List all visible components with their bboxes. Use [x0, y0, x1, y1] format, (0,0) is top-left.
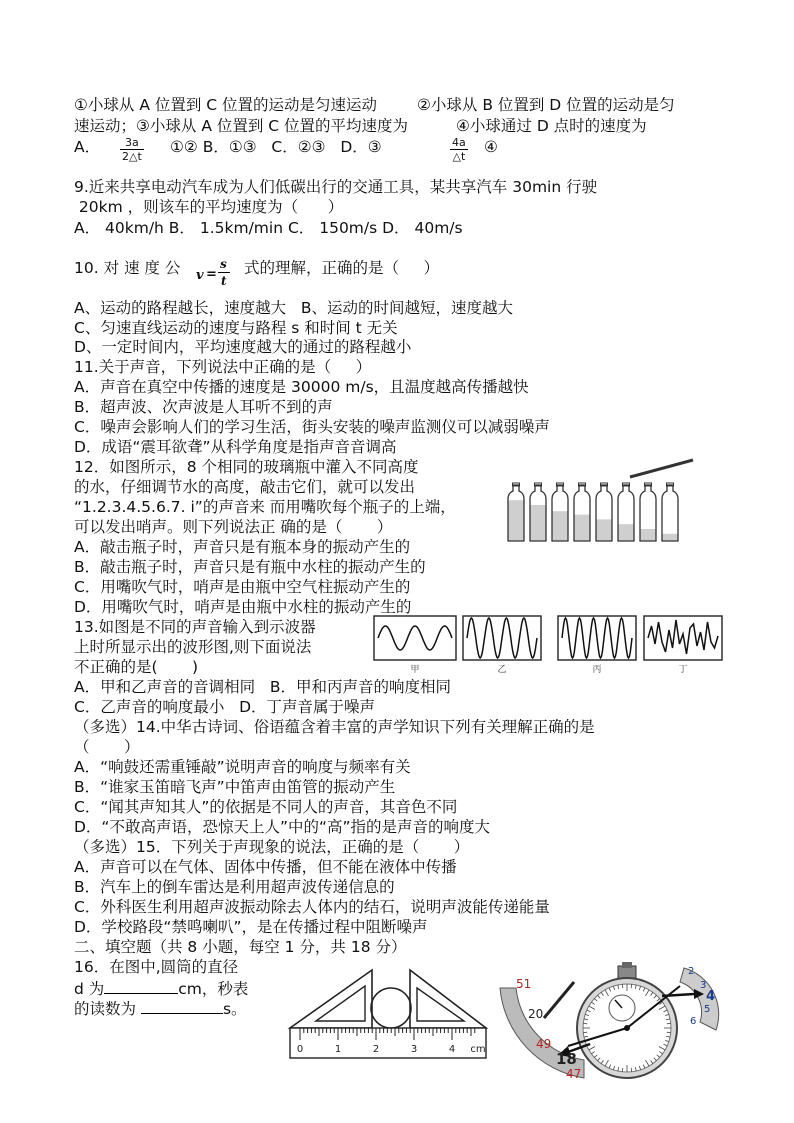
cylinder — [371, 988, 411, 1028]
q14-option-a: A．“响鼓还需重锤敲”说明声音的响度与频率有关 — [74, 758, 411, 776]
minute-scale-label: 47 — [566, 1067, 582, 1080]
ruler-tick-label: 1 — [334, 1044, 342, 1055]
q10-stem-b: 式的理解，正确的是（ ） — [244, 259, 440, 277]
q12-option-d: D．用嘴吹气时，哨声是由瓶中水柱的振动产生的 — [74, 598, 412, 616]
waveforms-figure — [372, 614, 724, 676]
q12-option-a: A．敲击瓶子时，声音只是有瓶本身的振动产生的 — [74, 538, 411, 556]
q15-stem: （多选）15．下列关于声现象的说法，正确的是（ ） — [74, 838, 470, 856]
q14-stem-line1: （多选）14.中华古诗词、俗语蕴含着丰富的声学知识下列有关理解正确的是 — [74, 718, 595, 736]
minute-scale-label: 49 — [536, 1037, 552, 1051]
second-scale-label: 4 — [706, 989, 716, 1004]
waveform-panel — [374, 616, 456, 660]
q15-option-b: B．汽车上的倒车雷达是利用超声波传递信息的 — [74, 878, 395, 896]
second-scale-label: 5 — [704, 1004, 711, 1015]
q10-stem-a: 10. 对 速 度 公 — [74, 259, 181, 277]
q14-stem-line2: （ ） — [74, 738, 140, 756]
q12-option-b: B．敲击瓶子时，声音只是有瓶中水柱的振动产生的 — [74, 558, 426, 576]
q8-fraction-1: $\frac{3a}{2\triangle t}$ — [122, 136, 142, 163]
q12-stem-line1: 12．如图所示，8 个相同的玻璃瓶中灌入不同高度 — [74, 458, 419, 476]
section-2-title: 二、填空题（共 8 小题，每空 1 分，共 18 分） — [74, 938, 407, 956]
q8-fraction-2: $\frac{4a}{\triangle t}$ — [452, 136, 466, 163]
waveform-label: 丙 — [592, 665, 602, 675]
ruler-figure — [286, 958, 492, 1064]
q13-stem-line3: 不正确的是( ) — [74, 658, 199, 676]
second-scale-label: 3 — [700, 980, 707, 991]
bottles-figure — [500, 455, 700, 545]
stopwatch-answer-blank[interactable] — [141, 997, 223, 1014]
q13-options-cd: C．乙声音的响度最小 D．丁声音属于噪声 — [74, 698, 376, 716]
q11-option-a: A．声音在真空中传播的速度是 30000 m/s，且温度越高传播越快 — [74, 378, 529, 396]
q12-stem-line2: 的水，仔细调节水的高度，敲击它们，就可以发出 — [74, 478, 416, 496]
q8-options-a: A． — [74, 138, 101, 156]
minute-scale-label: 20 — [528, 1007, 544, 1021]
q16-stem-line2: d 为 cm，秒表 — [74, 977, 248, 999]
q15-option-a: A．声音可以在气体、固体中传播，但不能在液体中传播 — [74, 858, 457, 876]
glass-bottle — [574, 483, 590, 541]
glass-bottle — [530, 483, 546, 541]
diameter-answer-blank[interactable] — [104, 977, 178, 994]
second-scale-label: 6 — [690, 1016, 697, 1027]
q9-stem-line1: 9.近来共享电动汽车成为人们低碳出行的交通工具，某共享汽车 30min 行驶 — [74, 178, 598, 196]
q12-stem-line4: 可以发出哨声。则下列说法正 确的是（ ） — [74, 518, 393, 536]
q14-option-d: D．“不敢高声语，恐惊天上人”中的“高”指的是声音的响度大 — [74, 818, 491, 836]
q15-option-c: C．外科医生利用超声波振动除去人体内的结石，说明声波能传递能量 — [74, 898, 550, 916]
striking-stick — [630, 460, 693, 477]
minute-scale-label: 51 — [516, 977, 532, 991]
waveform-panel — [558, 616, 636, 660]
q13-stem-line2: 上时所显示出的波形图,则下面说法 — [74, 638, 312, 656]
q12-option-c: C．用嘴吹气时，哨声是由瓶中空气柱振动产生的 — [74, 578, 411, 596]
glass-bottle — [596, 483, 612, 541]
waveform-label: 乙 — [497, 665, 507, 675]
q10-option-d: D、一定时间内，平均速度越大的通过的路程越小 — [74, 338, 412, 356]
ruler-tick-label: 3 — [410, 1044, 418, 1055]
q11-option-c: C．噪声会影响人们的学习生活，街头安装的噪声监测仪可以减弱噪声 — [74, 418, 550, 436]
minute-scale-label: 18 — [556, 1050, 577, 1068]
glass-bottle — [618, 483, 634, 541]
q11-stem: 11.关于声音，下列说法中正确的是（ ） — [74, 358, 372, 376]
q16-stem-line1: 16．在图中,圆筒的直径 — [74, 958, 239, 976]
q13-options-ab: A．甲和乙声音的音调相同 B．甲和丙声音的响度相同 — [74, 678, 452, 696]
glass-bottle — [552, 483, 568, 541]
ruler-tick-label: 4 — [448, 1044, 456, 1055]
q8-line2b: ④小球通过 D 点时的速度为 — [456, 117, 647, 135]
q14-option-c: C．“闻其声知其人”的依据是不同人的声音，其音色不同 — [74, 798, 458, 816]
q12-stem-line3: “1.2.3.4.5.6.7. i”的声音来 而用嘴吹每个瓶子的上端， — [74, 498, 456, 516]
q8-line1b: ②小球从 B 位置到 D 位置的运动是匀 — [417, 96, 675, 114]
q16-stem-line3: 的读数为 s。 — [74, 997, 247, 1019]
q10-options-ab: A、运动的路程越长，速度越大 B、运动的时间越短，速度越大 — [74, 299, 514, 317]
glass-bottle — [640, 483, 656, 541]
ruler-tick-label: 2 — [372, 1044, 380, 1055]
q14-option-b: B．“谁家玉笛暗飞声”中笛声由笛管的振动产生 — [74, 778, 396, 796]
ruler-tick-label: 0 — [296, 1044, 304, 1055]
glass-bottle — [662, 483, 678, 541]
q9-options: A． 40km/h B． 1.5km/min C． 150m/s D． 40m/s — [74, 219, 463, 237]
left-set-square — [290, 970, 372, 1028]
q10-option-c: C、匀速直线运动的速度与路程 s 和时间 t 无关 — [74, 319, 398, 337]
q11-option-d: D．成语“震耳欲聋”从科学角度是指声音音调高 — [74, 438, 397, 456]
q13-stem-line1: 13.如图是不同的声音输入到示波器 — [74, 618, 316, 636]
stopwatch-figure — [494, 960, 720, 1080]
waveform-panel — [644, 616, 722, 660]
glass-bottle — [508, 483, 524, 541]
q8-line1: ①小球从 A 位置到 C 位置的运动是匀速运动 — [74, 96, 378, 114]
ruler-tick-label: cm — [470, 1044, 486, 1055]
q15-option-d: D．学校路段“禁鸣喇叭”，是在传播过程中阻断噪声 — [74, 918, 428, 936]
waveform-label: 甲 — [410, 665, 420, 675]
second-scale-label: 2 — [688, 966, 695, 977]
q8-options-rest: ①② B．①③ C．②③ D．③ — [170, 138, 382, 156]
waveform-label: 丁 — [678, 665, 688, 675]
q11-option-b: B．超声波、次声波是人耳听不到的声 — [74, 398, 333, 416]
q8-options-end: ④ — [484, 138, 498, 156]
q8-line2: 速运动；③小球从 A 位置到 C 位置的平均速度为 — [74, 117, 409, 135]
waveform-panel — [463, 616, 541, 660]
q9-stem-line2: 20km ，则该车的平均速度为（ ） — [74, 198, 344, 216]
right-set-square — [410, 970, 486, 1028]
